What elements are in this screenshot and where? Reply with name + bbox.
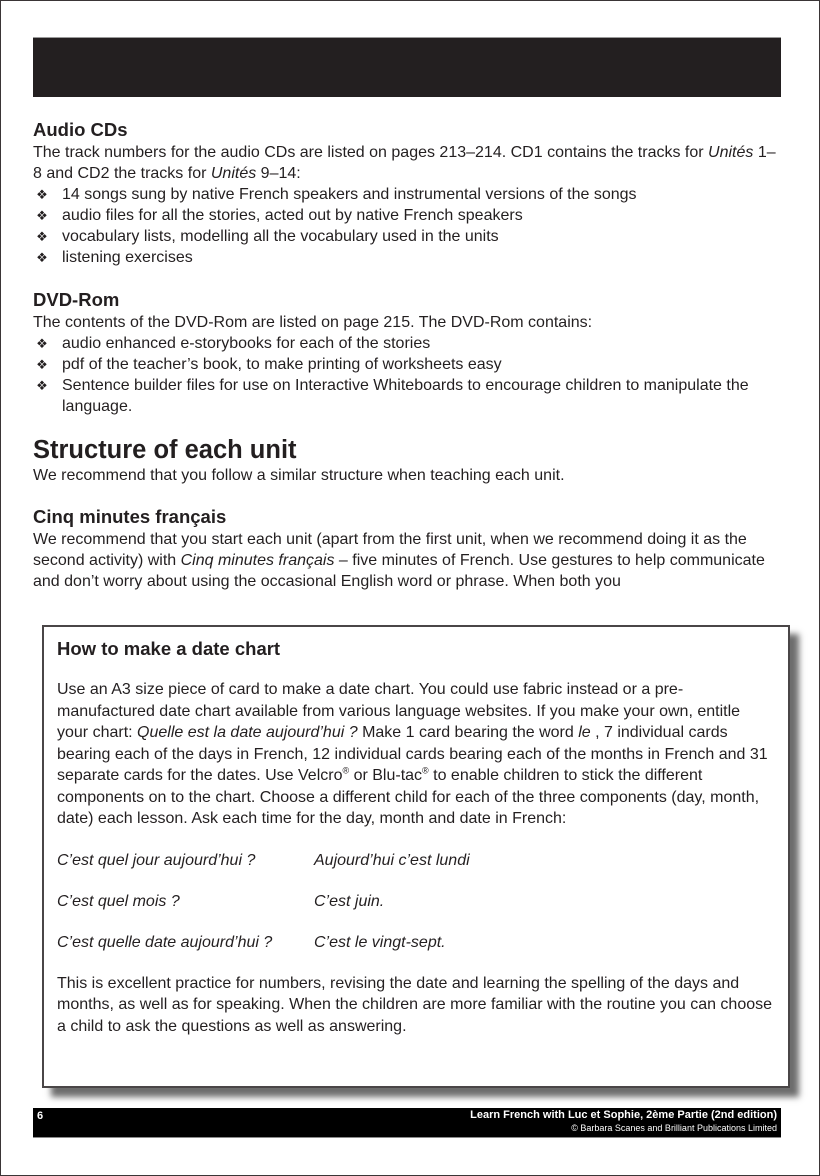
body-text: We recommend that you start each unit (apart from the first unit, when we recommend doing it as the second activity) with xyxy=(33,531,747,569)
qa-row xyxy=(57,932,774,953)
dvd-rom-heading: DVD-Rom xyxy=(33,289,120,310)
audio-cds-heading: Audio CDs xyxy=(33,119,128,140)
list-item xyxy=(33,247,781,268)
dvd-rom-section xyxy=(33,288,781,417)
qa-row xyxy=(57,850,774,871)
diamond-bullet-icon: ❖ xyxy=(36,250,48,265)
diamond-bullet-icon: ❖ xyxy=(36,357,48,372)
body-text: Make 1 card bearing the word xyxy=(357,724,579,741)
structure-section xyxy=(33,435,781,486)
list-item xyxy=(33,226,781,247)
intro-text: The track numbers for the audio CDs are listed on pages 213–214. CD1 contains the tracks for xyxy=(33,144,709,161)
list-item xyxy=(33,184,781,205)
list-item xyxy=(33,205,781,226)
structure-heading: Structure of each unit xyxy=(33,436,297,464)
body-italic: Quelle est la date aujourd’hui ? xyxy=(137,724,358,741)
qa-question: C’est quel mois ? xyxy=(57,892,180,910)
registered-mark: ® xyxy=(422,765,429,776)
intro-italic: Unités xyxy=(708,144,754,161)
body-text: , 7 individual cards bearing each of the days in French, 12 individual cards bearing each of the months in French and 31 separate cards for the dates. Use Velcro xyxy=(57,724,768,784)
page-number: 6 xyxy=(37,1110,44,1122)
cinq-minutes-heading: Cinq minutes français xyxy=(33,506,227,527)
diamond-bullet-icon: ❖ xyxy=(36,336,48,351)
list-item xyxy=(33,375,781,417)
cinq-minutes-section xyxy=(33,505,781,592)
list-item-text: Sentence builder files for use on Interactive Whiteboards to encourage children to manipulate the language. xyxy=(62,377,749,415)
list-item xyxy=(33,333,781,354)
structure-intro: We recommend that you follow a similar structure when teaching each unit. xyxy=(33,467,565,484)
diamond-bullet-icon: ❖ xyxy=(36,208,48,223)
body-text: Use an A3 size piece of card to make a date chart. You could use fabric instead or a pre-manufactured date chart available from various language websites. If you make your own, entitle your chart: xyxy=(57,681,741,741)
audio-cds-intro xyxy=(33,142,781,184)
diamond-bullet-icon: ❖ xyxy=(36,187,48,202)
footer-bar xyxy=(33,1108,781,1138)
date-chart-instructions xyxy=(57,679,774,830)
main-content xyxy=(33,118,781,592)
dvd-rom-intro: The contents of the DVD-Rom are listed on page 215. The DVD-Rom contains: xyxy=(33,314,593,331)
list-item-text: pdf of the teacher’s book, to make printing of worksheets easy xyxy=(62,356,502,373)
list-item-text: listening exercises xyxy=(62,249,193,266)
diamond-bullet-icon: ❖ xyxy=(36,229,48,244)
list-item-text: audio files for all the stories, acted out by native French speakers xyxy=(62,207,523,224)
body-text: to enable children to stick the different components on to the chart. Choose a different child for each of the three components (day, month, date) each lesson. Ask each time for the day, month and date in French: xyxy=(57,767,760,827)
intro-text: 9–14: xyxy=(256,165,301,182)
list-item-text: audio enhanced e-storybooks for each of the stories xyxy=(62,335,431,352)
book-title: Learn French with Luc et Sophie, 2ème Partie (2nd edition) xyxy=(470,1109,777,1121)
date-chart-heading: How to make a date chart xyxy=(57,638,281,659)
audio-cds-section xyxy=(33,118,781,268)
qa-answer: Aujourd’hui c’est lundi xyxy=(314,851,470,869)
qa-row xyxy=(57,891,774,912)
body-italic: le xyxy=(578,724,591,741)
intro-text: 1–8 and CD2 the tracks for xyxy=(33,144,776,182)
body-text: – five minutes of French. Use gestures to help communicate and don’t worry about using the occasional English word or phrase. When both you xyxy=(33,552,765,590)
body-text: or Blu-tac xyxy=(349,767,423,784)
dvd-rom-list xyxy=(33,333,781,417)
qa-question: C’est quel jour aujourd’hui ? xyxy=(57,851,256,869)
qa-answer: C’est le vingt-sept. xyxy=(314,933,446,951)
list-item xyxy=(33,354,781,375)
header-bar xyxy=(33,37,781,97)
qa-answer: C’est juin. xyxy=(314,892,385,910)
date-chart-box xyxy=(42,625,790,1088)
registered-mark: ® xyxy=(342,765,350,776)
list-item-text: 14 songs sung by native French speakers and instrumental versions of the songs xyxy=(62,186,637,203)
body-italic: Cinq minutes français xyxy=(180,552,335,569)
qa-question: C’est quelle date aujourd’hui ? xyxy=(57,933,273,951)
audio-cds-list xyxy=(33,184,781,268)
list-item-text: vocabulary lists, modelling all the vocabulary used in the units xyxy=(62,228,499,245)
intro-italic: Unités xyxy=(210,165,257,182)
copyright: © Barbara Scanes and Brilliant Publications Limited xyxy=(571,1123,777,1133)
date-chart-summary: This is excellent practice for numbers, revising the date and learning the spelling of the days and months, as well as for speaking. When the children are more familiar with the routine you can choose a child to ask the questions as well as answering. xyxy=(57,974,773,1035)
cinq-minutes-text xyxy=(33,529,781,592)
diamond-bullet-icon: ❖ xyxy=(36,378,48,393)
